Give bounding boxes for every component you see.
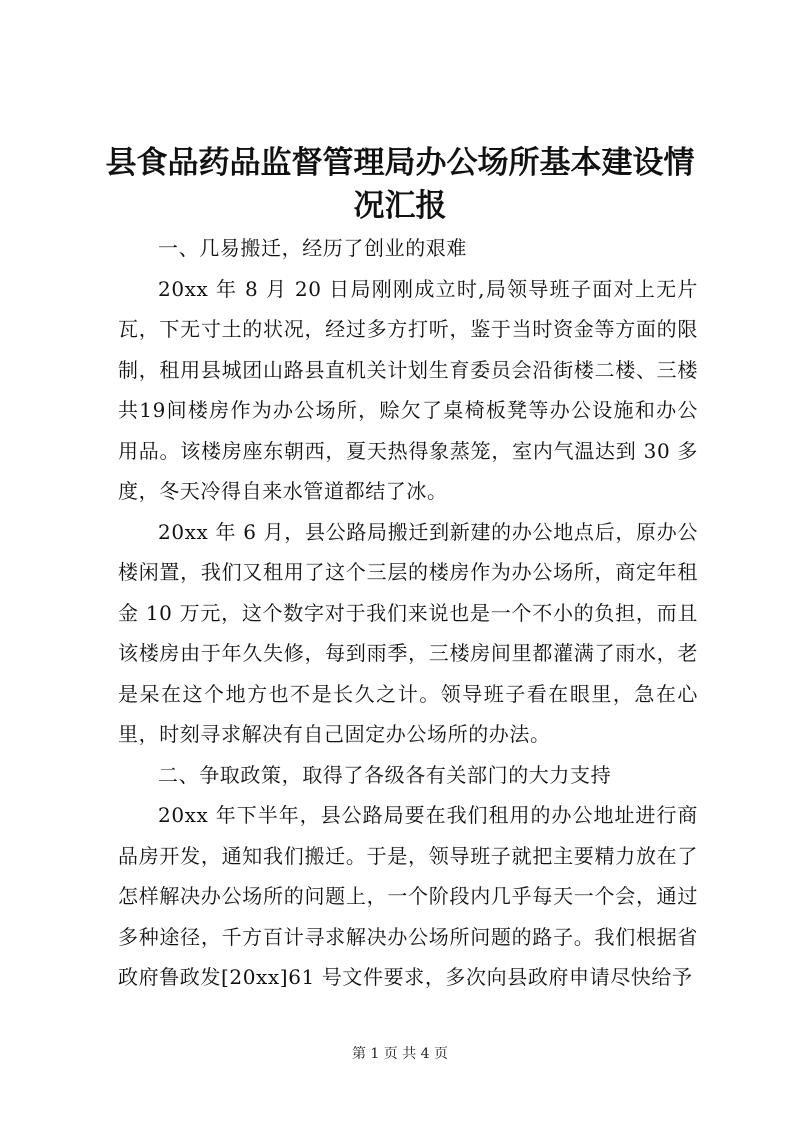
- section-heading-2: 二、争取政策，取得了各级各有关部门的大力支持: [158, 762, 612, 787]
- page-footer: 第 1 页 共 4 页: [351, 1046, 449, 1062]
- body-paragraph-3: 20xx 年下半年，县公路局要在我们租用的办公地址进行商品房开发，通知我们搬迁。于是，领导班子就把主要精力放在了怎样解决办公场所的问题上，一个阶段内几乎每天一个会，通过多种途径，千方百计寻求解决办公场所问题的路子。我们根据省政府鲁政发[20xx]61 号文件要求，多次向县政府申请尽快给予: [118, 803, 698, 989]
- section-heading-1: 一、几易搬迁，经历了创业的艰难: [158, 236, 467, 260]
- document-body: [118, 228, 698, 998]
- body-paragraph-2: 20xx 年 6 月，县公路局搬迁到新建的办公地点后，原办公楼闲置，我们又租用了这个三层的楼房作为办公场所，商定年租金 10 万元，这个数字对于我们来说也是一个不小的负担，而且该楼房由于年久失修，每到雨季，三楼房间里都灌满了雨水，老是呆在这个地方也不是长久之计。领导班子看在眼里，急在心里，时刻寻求解决有自己固定办公场所的办法。: [118, 519, 698, 746]
- document-title: 县食品药品监督管理局办公场所基本建设情况汇报: [105, 145, 695, 224]
- body-paragraph-1: 20xx 年 8 月 20 日局刚刚成立时,局领导班子面对上无片瓦，下无寸土的状况，经过多方打听，鉴于当时资金等方面的限制，租用县城团山路县直机关计划生育委员会沿街楼二楼、三楼共19间楼房作为办公场所，赊欠了桌椅板凳等办公设施和办公用品。该楼房座东朝西，夏天热得象蒸笼，室内气温达到 30 多度，冬天冷得自来水管道都结了冰。: [118, 276, 698, 503]
